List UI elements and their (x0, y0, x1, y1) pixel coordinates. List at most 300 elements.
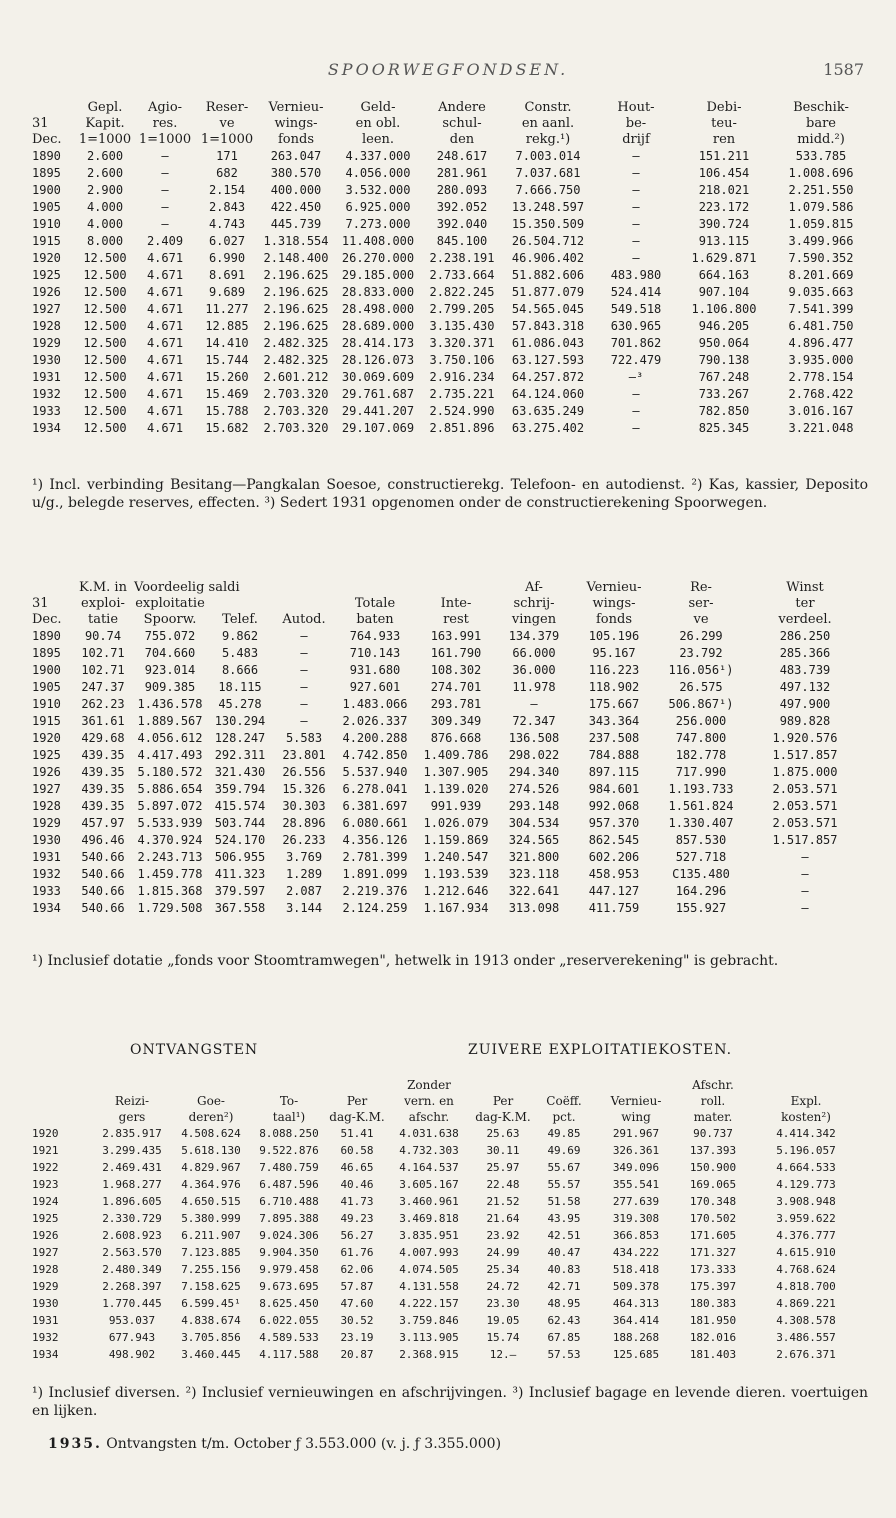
header-cell: 1=1000 (200, 132, 254, 147)
table-cell: 286.250 (779, 629, 831, 643)
table-cell: 1925 (32, 268, 61, 282)
table-cell: 533.785 (795, 149, 847, 163)
table-cell: 2.243.713 (137, 850, 203, 864)
header-cell: 31 (32, 596, 49, 611)
table-cell: 913.115 (698, 234, 750, 248)
table-cell: 12.500 (83, 268, 127, 282)
table-row (32, 679, 864, 696)
table-cell: 304.534 (508, 816, 560, 830)
table-cell: 862.545 (588, 833, 640, 847)
table-cell: 3.460.445 (181, 1348, 241, 1361)
footnote-exploitation: ¹) Inclusief dotatie „fonds voor Stoomtramwegen", hetwelk in 1913 onder „reserverekening" is gebracht. (32, 953, 779, 969)
table-cell: 1.307.905 (423, 765, 489, 779)
table-cell: 7.541.399 (788, 302, 854, 316)
table-cell: 1.106.800 (691, 302, 757, 316)
table-cell: 6.710.488 (259, 1195, 319, 1208)
table-cell: 989.828 (779, 714, 831, 728)
header-cell: gers (118, 1110, 146, 1124)
table-cell: 3.113.905 (399, 1331, 459, 1344)
table-cell: 2.251.550 (788, 183, 854, 197)
table-cell: 2.053.571 (772, 782, 838, 796)
table-cell: 4.370.924 (137, 833, 203, 847)
table-cell: 1929 (32, 1280, 59, 1293)
header-cell: dag-K.M. (475, 1110, 531, 1124)
table-cell: 170.502 (689, 1212, 737, 1225)
table-cell: 1925 (32, 1212, 59, 1225)
header-row (32, 612, 864, 628)
table-cell: 4.829.967 (181, 1161, 241, 1174)
table-cell: 9.689 (208, 285, 246, 299)
table-cell: 8.666 (221, 663, 259, 677)
table-cell: 313.098 (508, 901, 560, 915)
table-cell: 439.35 (81, 799, 125, 813)
table-cell: — (632, 200, 640, 214)
table-cell: 8.000 (86, 234, 124, 248)
header-cell: be- (625, 116, 647, 131)
table-cell: 7.255.156 (181, 1263, 241, 1276)
table-cell: 1905 (32, 680, 61, 694)
table-cell: 733.267 (698, 387, 750, 401)
table-cell: 4.131.558 (399, 1280, 459, 1293)
table-cell: 1920 (32, 1127, 59, 1140)
table-cell: 392.052 (436, 200, 488, 214)
table-row (32, 849, 864, 866)
table-cell: 137.393 (689, 1144, 737, 1157)
table-cell: 2.238.191 (429, 251, 495, 265)
table-cell: 1.629.871 (691, 251, 757, 265)
header-cell (32, 580, 72, 596)
header-cell: Reizi- (114, 1094, 150, 1108)
table-cell: 62.06 (340, 1263, 374, 1276)
header-cell: Geld- (360, 100, 396, 115)
table-cell: 518.418 (612, 1263, 660, 1276)
table-cell: 90.737 (693, 1127, 733, 1140)
table-row (32, 420, 872, 437)
header-cell (534, 1077, 594, 1093)
table-cell: 8.088.250 (259, 1127, 319, 1140)
table-cell: 1931 (32, 1314, 59, 1327)
header-row (32, 580, 864, 596)
table-cell: 1900 (32, 663, 61, 677)
table-cell: 4.200.288 (342, 731, 408, 745)
table-cell: 171 (216, 149, 238, 163)
table-row (32, 352, 872, 369)
table-cell: 25.34 (486, 1263, 520, 1276)
table-cell: 324.565 (508, 833, 560, 847)
receipts-costs-table-body (32, 1125, 864, 1363)
table-cell: 2.219.376 (342, 884, 408, 898)
table-cell: 4.664.533 (776, 1161, 836, 1174)
table-row (32, 267, 872, 284)
header-cell: Vernieu- (586, 580, 642, 595)
table-cell: 4.732.303 (399, 1144, 459, 1157)
table-cell: 4.818.700 (776, 1280, 836, 1293)
table-cell: 247.37 (81, 680, 125, 694)
header-cell (748, 1077, 864, 1093)
table-cell: 439.35 (81, 765, 125, 779)
table-cell: 40.47 (547, 1246, 581, 1259)
table-cell: 298.022 (508, 748, 560, 762)
table-cell: 2.822.245 (429, 285, 495, 299)
table-cell: 9.673.695 (259, 1280, 319, 1293)
table-cell: 2.916.234 (429, 370, 495, 384)
table-cell: 540.66 (81, 867, 125, 881)
table-cell: 4.768.624 (776, 1263, 836, 1276)
table-cell: 3.935.000 (788, 353, 854, 367)
table-cell: 5.533.939 (137, 816, 203, 830)
table-cell: 4.164.537 (399, 1161, 459, 1174)
table-cell: 18.115 (218, 680, 262, 694)
table-row (32, 645, 864, 662)
table-row (32, 148, 872, 165)
table-row (32, 815, 864, 832)
table-cell: 55.57 (547, 1178, 581, 1191)
table-cell: 4.671 (146, 387, 184, 401)
table-cell: 825.345 (698, 421, 750, 435)
table-cell: 701.862 (610, 336, 662, 350)
header-cell (206, 596, 274, 612)
table-cell: 1930 (32, 1297, 59, 1310)
table-cell: 15.326 (282, 782, 326, 796)
table-cell: 1895 (32, 166, 61, 180)
header-cell: fonds (277, 132, 314, 147)
table-cell: 457.97 (81, 816, 125, 830)
table-cell: 3.759.846 (399, 1314, 459, 1327)
table-cell: 28.896 (282, 816, 326, 830)
table-cell: 181.403 (689, 1348, 737, 1361)
table-cell: 367.558 (214, 901, 266, 915)
header-cell: midd.²) (797, 132, 845, 147)
header-cell: Constr. (524, 100, 572, 115)
table-cell: 710.143 (349, 646, 401, 660)
table-cell: 12.500 (83, 404, 127, 418)
table-cell: 991.939 (430, 799, 482, 813)
table-cell: 6.027 (208, 234, 246, 248)
table-cell: 845.100 (436, 234, 488, 248)
table-cell: 355.541 (612, 1178, 660, 1191)
header-cell: 1=1000 (138, 132, 192, 147)
exploitation-table (32, 580, 864, 917)
table-cell: 422.450 (270, 200, 322, 214)
header-row (32, 100, 872, 116)
table-cell: 1.212.646 (423, 884, 489, 898)
table-cell: — (801, 901, 809, 915)
table-cell: 524.170 (214, 833, 266, 847)
table-cell: 1.240.547 (423, 850, 489, 864)
table-cell: 322.641 (508, 884, 560, 898)
table-cell: 3.460.961 (399, 1195, 459, 1208)
table-cell: 248.617 (436, 149, 488, 163)
table-cell: 392.040 (436, 217, 488, 231)
table-cell: 130.294 (214, 714, 266, 728)
table-cell: 3.135.430 (429, 319, 495, 333)
header-cell (274, 580, 334, 596)
table-cell: 12.885 (205, 319, 249, 333)
header-cell (594, 1077, 678, 1093)
table-cell: 1927 (32, 782, 61, 796)
table-row (32, 369, 872, 386)
table-cell: 2.482.325 (263, 336, 329, 350)
table-cell: 28.498.000 (341, 302, 415, 316)
table-row (32, 335, 872, 352)
summary-text: Ontvangsten t/m. October ƒ 3.553.000 (v. j. ƒ 3.355.000) (106, 1436, 502, 1452)
table-cell: 483.739 (779, 663, 831, 677)
table-cell: 8.625.450 (259, 1297, 319, 1310)
table-cell: 390.724 (698, 217, 750, 231)
table-cell: 540.66 (81, 884, 125, 898)
table-cell: 4.743 (208, 217, 246, 231)
table-cell: — (300, 680, 308, 694)
table-cell: 280.093 (436, 183, 488, 197)
table-row (32, 1312, 864, 1329)
table-cell: 1.193.539 (423, 867, 489, 881)
table-cell: 907.104 (698, 285, 750, 299)
table-cell: 23.792 (679, 646, 723, 660)
table-cell: 46.65 (340, 1161, 374, 1174)
table-row (32, 628, 864, 645)
table-cell: 12.— (489, 1348, 517, 1361)
table-cell: 22.48 (486, 1178, 520, 1191)
header-cell (250, 1077, 328, 1093)
table-cell: 6.211.907 (181, 1229, 241, 1242)
header-cell: verdeel. (778, 612, 832, 627)
table-cell: 3.221.048 (788, 421, 854, 435)
table-cell: 3.605.167 (399, 1178, 459, 1191)
table-cell: 26.270.000 (341, 251, 415, 265)
header-cell: ren (712, 132, 736, 147)
table-cell: 5.618.130 (181, 1144, 241, 1157)
summary-line (48, 1436, 501, 1452)
header-cell: Dec. (32, 132, 62, 147)
table-cell: 1934 (32, 1348, 59, 1361)
table-cell: 6.278.041 (342, 782, 408, 796)
table-cell: 1890 (32, 629, 61, 643)
table-cell: 2.148.400 (263, 251, 329, 265)
table-cell: 20.87 (340, 1348, 374, 1361)
table-cell: 180.383 (689, 1297, 737, 1310)
table-cell: 1.193.733 (668, 782, 734, 796)
table-cell: 181.950 (689, 1314, 737, 1327)
table-cell: 13.248.597 (511, 200, 585, 214)
header-cell: wing (621, 1110, 651, 1124)
header-cell: Dec. (32, 612, 62, 627)
table-cell: 3.835.951 (399, 1229, 459, 1242)
table-cell: — (632, 387, 640, 401)
header-cell: exploitatie (135, 596, 205, 611)
table-cell: 309.349 (430, 714, 482, 728)
table-cell: 30.52 (340, 1314, 374, 1327)
table-cell: 218.021 (698, 183, 750, 197)
table-cell: — (632, 404, 640, 418)
table-cell: 9.522.876 (259, 1144, 319, 1157)
table-cell: 15.682 (205, 421, 249, 435)
table-cell: 15.788 (205, 404, 249, 418)
balance-table (32, 100, 872, 437)
header-cell (32, 100, 76, 116)
table-cell: — (300, 714, 308, 728)
header-cell: Totale (354, 596, 396, 611)
table-cell: 293.781 (430, 697, 482, 711)
table-cell: 9.862 (221, 629, 259, 643)
header-cell: kosten²) (781, 1110, 831, 1124)
table-cell: 909.385 (144, 680, 196, 694)
table-cell: 927.601 (349, 680, 401, 694)
table-cell: 102.71 (81, 663, 125, 677)
table-cell: 4.838.674 (181, 1314, 241, 1327)
table-cell: 64.124.060 (511, 387, 585, 401)
table-cell: — (161, 200, 169, 214)
footnote-receipts: ¹) Inclusief diversen. ²) Inclusief vernieuwingen en afschrijvingen. ³) Inclusief bagage en levende dieren. voertuigen en lijken. (32, 1385, 868, 1419)
table-cell: 1.318.554 (263, 234, 329, 248)
header-cell: Spoorw. (143, 612, 197, 627)
table-cell: 1923 (32, 1178, 59, 1191)
table-cell: 5.483 (221, 646, 259, 660)
header-cell: Agio- (147, 100, 183, 115)
header-cell: Vernieu- (610, 1094, 662, 1108)
table-cell: 1921 (32, 1144, 59, 1157)
header-cell: taal¹) (272, 1110, 306, 1124)
header-cell: schul- (442, 116, 482, 131)
table-cell: 12.500 (83, 421, 127, 435)
table-cell: 51.41 (340, 1127, 374, 1140)
table-cell: 108.302 (430, 663, 482, 677)
header-cell: K.M. in (79, 580, 127, 595)
table-cell: 602.206 (588, 850, 640, 864)
table-cell: 182.778 (675, 748, 727, 762)
header-row (32, 1077, 864, 1093)
table-cell: 6.022.055 (259, 1314, 319, 1327)
table-cell: 2.409 (146, 234, 184, 248)
table-row (32, 1159, 864, 1176)
header-cell: wings- (592, 596, 636, 611)
table-cell: 411.323 (214, 867, 266, 881)
table-cell: 630.965 (610, 319, 662, 333)
header-cell: Vernieu- (268, 100, 324, 115)
table-cell: 15.260 (205, 370, 249, 384)
table-cell: 498.902 (108, 1348, 156, 1361)
table-cell: 36.000 (512, 663, 556, 677)
table-cell: 1922 (32, 1161, 59, 1174)
header-cell: bare (806, 116, 836, 131)
table-cell: 164.296 (675, 884, 727, 898)
table-cell: 23.92 (486, 1229, 520, 1242)
table-cell: 931.680 (349, 663, 401, 677)
table-cell: 9.024.306 (259, 1229, 319, 1242)
table-cell: 1915 (32, 714, 61, 728)
table-cell: 1924 (32, 1195, 59, 1208)
table-cell: 5.897.072 (137, 799, 203, 813)
table-row (32, 1227, 864, 1244)
table-cell: 171.327 (689, 1246, 737, 1259)
header-cell: fonds (595, 612, 632, 627)
table-cell: 434.222 (612, 1246, 660, 1259)
table-cell: 12.500 (83, 319, 127, 333)
table-cell: 1.896.605 (102, 1195, 162, 1208)
table-cell: 4.000 (86, 200, 124, 214)
table-cell: 30.303 (282, 799, 326, 813)
table-cell: 256.000 (675, 714, 727, 728)
table-cell: 717.990 (675, 765, 727, 779)
table-cell: 281.961 (436, 166, 488, 180)
table-cell: 150.900 (689, 1161, 737, 1174)
exploitation-table-header (32, 580, 864, 628)
table-cell: 1934 (32, 421, 61, 435)
table-cell: 3.959.622 (776, 1212, 836, 1225)
table-row (32, 318, 872, 335)
table-cell: 12.500 (83, 251, 127, 265)
balance-table-header (32, 100, 872, 148)
header-cell (328, 1077, 386, 1093)
table-cell: 49.23 (340, 1212, 374, 1225)
table-cell: 5.583 (285, 731, 323, 745)
table-cell: 3.320.371 (429, 336, 495, 350)
table-cell: 4.074.505 (399, 1263, 459, 1276)
table-cell: 506.955 (214, 850, 266, 864)
table-cell: 61.76 (340, 1246, 374, 1259)
table-cell: 15.469 (205, 387, 249, 401)
table-cell: 12.500 (83, 353, 127, 367)
table-cell: 285.366 (779, 646, 831, 660)
table-cell: 24.72 (486, 1280, 520, 1293)
table-cell: 28.833.000 (341, 285, 415, 299)
table-cell: 40.46 (340, 1178, 374, 1191)
table-cell: 15.74 (486, 1331, 520, 1344)
table-cell: 116.056¹) (668, 663, 734, 677)
header-cell: Goe- (197, 1094, 225, 1108)
header-cell: tatie (87, 612, 119, 627)
table-cell: 2.026.337 (342, 714, 408, 728)
table-cell: 57.843.318 (511, 319, 585, 333)
table-cell: 30.069.609 (341, 370, 415, 384)
table-row (32, 798, 864, 815)
table-cell: 2.053.571 (772, 799, 838, 813)
table-cell: 55.67 (547, 1161, 581, 1174)
table-cell: 47.60 (340, 1297, 374, 1310)
table-cell: 134.379 (508, 629, 560, 643)
table-cell: 1931 (32, 370, 61, 384)
table-cell: 28.689.000 (341, 319, 415, 333)
table-cell: C135.480 (672, 867, 730, 881)
table-cell: 1900 (32, 183, 61, 197)
table-cell: 9.904.350 (259, 1246, 319, 1259)
table-cell: 497.132 (779, 680, 831, 694)
table-cell: 677.943 (108, 1331, 156, 1344)
table-cell: 28.126.073 (341, 353, 415, 367)
table-cell: 4.056.612 (137, 731, 203, 745)
header-cell (32, 1109, 92, 1125)
table-cell: 1926 (32, 285, 61, 299)
table-cell: 4.671 (146, 302, 184, 316)
table-cell: 1.167.934 (423, 901, 489, 915)
header-cell (416, 580, 496, 596)
table-cell: — (632, 234, 640, 248)
header-row (32, 132, 872, 148)
table-cell: 51.882.606 (511, 268, 585, 282)
table-row (32, 1261, 864, 1278)
summary-year: 1935. (48, 1436, 102, 1452)
table-cell: 1926 (32, 1229, 59, 1242)
table-cell: 439.35 (81, 782, 125, 796)
table-cell: 4.000 (86, 217, 124, 231)
table-cell: 2.124.259 (342, 901, 408, 915)
table-cell: 11.277 (205, 302, 249, 316)
table-cell: 4.869.221 (776, 1297, 836, 1310)
table-row (32, 233, 872, 250)
table-cell: 14.410 (205, 336, 249, 350)
table-cell: 1932 (32, 387, 61, 401)
table-cell: 319.308 (612, 1212, 660, 1225)
table-cell: 2.733.664 (429, 268, 495, 282)
